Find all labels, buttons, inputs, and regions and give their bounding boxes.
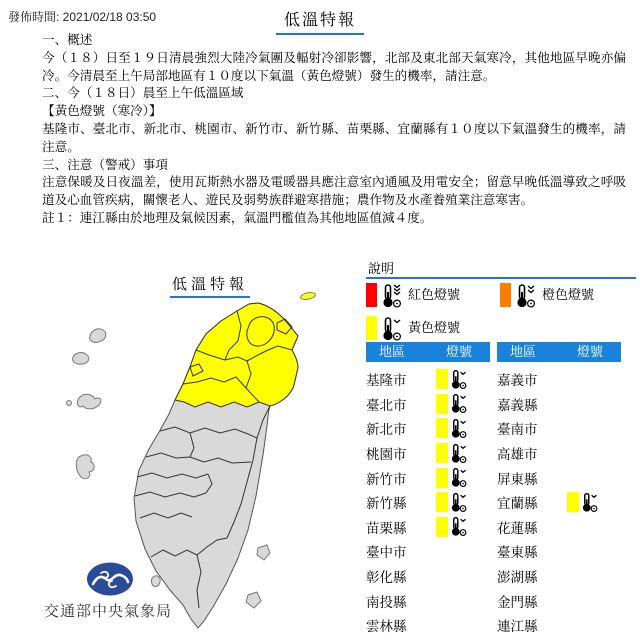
signal-table-right-body: [497, 367, 621, 638]
table-row: [366, 367, 490, 392]
kinmen-island: [77, 394, 101, 409]
region-name: 基隆市: [366, 373, 407, 389]
signal-header: 燈號: [577, 344, 604, 359]
yellow-signal-swatch: [436, 443, 448, 463]
region-name: 屏東縣: [497, 471, 538, 487]
thermometer-yellow-icon: [450, 443, 468, 464]
signal-table-left-body: [366, 367, 490, 638]
yellow-signal-swatch: [436, 394, 448, 414]
region-header: 地區: [379, 344, 406, 359]
table-row: [366, 588, 490, 613]
thermometer-yellow-icon: [450, 467, 468, 488]
legend-label: 黃色燈號: [408, 320, 461, 335]
region-name: 臺中市: [366, 545, 407, 561]
thermometer-yellow-icon: [450, 516, 468, 537]
signal-header: 燈號: [446, 344, 473, 359]
region-name: 嘉義市: [497, 373, 538, 389]
yellow-signal-swatch: [436, 418, 448, 438]
yellow-signal-swatch: [436, 369, 448, 389]
matsu-island-south: [73, 353, 89, 365]
region-header: 地區: [510, 344, 537, 359]
thermometer-yellow-icon: [450, 369, 468, 390]
legend-item-red: [366, 283, 460, 309]
legend-item-orange: [500, 283, 594, 309]
region-name: 新竹市: [366, 471, 407, 487]
legend-label: 橙色燈號: [542, 287, 595, 302]
table-row: [497, 539, 621, 564]
table-row: [497, 465, 621, 490]
table-row: [497, 392, 621, 417]
signal-badge: [436, 369, 468, 390]
map-alert-region-north: [175, 303, 298, 407]
yellow-swatch: [366, 316, 377, 340]
table-row: [497, 490, 621, 515]
region-name: 彰化縣: [366, 570, 407, 586]
publish-time: 發佈時間: 2021/02/18 03:50: [8, 10, 157, 24]
thermometer-yellow-icon: [450, 492, 468, 513]
kinmen-islet: [67, 401, 72, 406]
signal-badge: [436, 393, 468, 414]
signal-badge: [436, 492, 468, 513]
region-name: 南投縣: [366, 594, 407, 610]
legend-label: 紅色燈號: [408, 287, 461, 302]
region-name: 新竹縣: [366, 496, 407, 512]
cwb-logo-icon: [87, 563, 133, 596]
bulletin-paragraph: 注意保暖及日夜溫差，使用瓦斯熱水器及電暖器具應注意室內通風及用電安全；留意早晚低溫導致之呼吸道及心血管疾病，關懷老人、遊民及弱勢族群避寒措施；農作物及水產養殖業注意寒害。: [42, 175, 626, 208]
bulletin-paragraph: 註１：連江縣由於地理及氣候因素，氣溫門檻值為其他地區值減４度。: [42, 210, 433, 225]
signal-table-right: [497, 342, 621, 638]
red-swatch: [366, 283, 377, 307]
region-name: 嘉義縣: [497, 397, 538, 413]
table-row: [497, 367, 621, 392]
table-row: [366, 515, 490, 540]
bulletin-paragraph: 二、今（１８日）晨至上午低溫區域: [42, 86, 244, 101]
signal-table-header: [366, 342, 490, 362]
region-name: 金門縣: [497, 594, 538, 610]
signal-table-left: [366, 342, 490, 638]
table-row: [366, 564, 490, 589]
region-name: 新北市: [366, 422, 407, 438]
yellow-signal-swatch: [436, 517, 448, 537]
region-name: 臺東縣: [497, 545, 538, 561]
taiwan-map: [0, 260, 360, 640]
region-name: 花蓮縣: [497, 520, 538, 536]
table-row: [497, 564, 621, 589]
table-row: [497, 613, 621, 638]
region-name: 臺北市: [366, 397, 407, 413]
table-row: [366, 465, 490, 490]
bulletin-paragraph: 今（１８）日至１９日清晨強烈大陸冷氣團及輻射冷卻影響，北部及東北部天氣寒冷，其他地區早晚亦偏冷。今清晨至上午局部地區有１０度以下氣溫（黃色燈號）發生的機率，請注意。: [42, 50, 626, 83]
region-name: 高雄市: [497, 447, 538, 463]
signal-badge: [436, 467, 468, 488]
penghu-islands: [76, 455, 94, 479]
bulletin-paragraph: 一、概述: [42, 33, 93, 47]
thermometer-yellow-icon: [450, 393, 468, 414]
thermometer-orange-icon: [515, 283, 537, 309]
table-row: [497, 588, 621, 613]
agency-name: 交通部中央氣象局: [44, 603, 173, 620]
signal-badge: [436, 418, 468, 439]
bulletin-paragraph: 三、注意（警戒）事項: [42, 157, 168, 172]
map-title: 低溫特報: [170, 273, 250, 298]
yellow-signal-swatch: [436, 468, 448, 488]
legend-item-yellow: [366, 316, 460, 342]
signal-badge: [436, 443, 468, 464]
yellow-signal-swatch: [567, 492, 579, 512]
bulletin-paragraph: 【黃色燈號（寒冷）】: [42, 104, 162, 119]
bulletin-text: [42, 32, 626, 228]
thermometer-yellow-icon: [450, 418, 468, 439]
region-name: 宜蘭縣: [497, 496, 538, 512]
region-name: 苗栗縣: [366, 520, 407, 536]
guishan-island-yellow: [300, 291, 316, 300]
orchid-island: [246, 592, 261, 608]
page-title: 低溫特報: [276, 7, 364, 35]
legend-title: 說明: [368, 261, 395, 276]
table-row: [366, 416, 490, 441]
liuqiu-island: [151, 576, 160, 587]
region-name: 桃園市: [366, 447, 407, 463]
matsu-island-north: [90, 329, 106, 343]
region-name: 臺南市: [497, 422, 538, 438]
thermometer-yellow-icon: [581, 492, 599, 513]
green-island: [257, 545, 270, 560]
region-name: 澎湖縣: [497, 570, 538, 586]
bulletin-paragraph: 基隆市、臺北市、新北市、桃園市、新竹市、新竹縣、苗栗縣、宜蘭縣有１０度以下氣溫發生的機率，請注意。: [42, 121, 626, 154]
legend-divider: [366, 277, 636, 279]
thermometer-yellow-icon: [381, 316, 403, 342]
table-row: [497, 416, 621, 441]
table-row: [497, 441, 621, 466]
table-row: [366, 441, 490, 466]
table-row: [366, 613, 490, 638]
table-row: [497, 515, 621, 540]
signal-badge: [567, 492, 599, 513]
signal-badge: [436, 516, 468, 537]
thermometer-red-icon: [381, 283, 403, 309]
region-name: 雲林縣: [366, 619, 407, 635]
table-row: [366, 392, 490, 417]
signal-table-header: [497, 342, 621, 362]
table-row: [366, 490, 490, 515]
table-row: [366, 539, 490, 564]
region-name: 連江縣: [497, 619, 538, 635]
orange-swatch: [500, 283, 511, 307]
yellow-signal-swatch: [436, 492, 448, 512]
